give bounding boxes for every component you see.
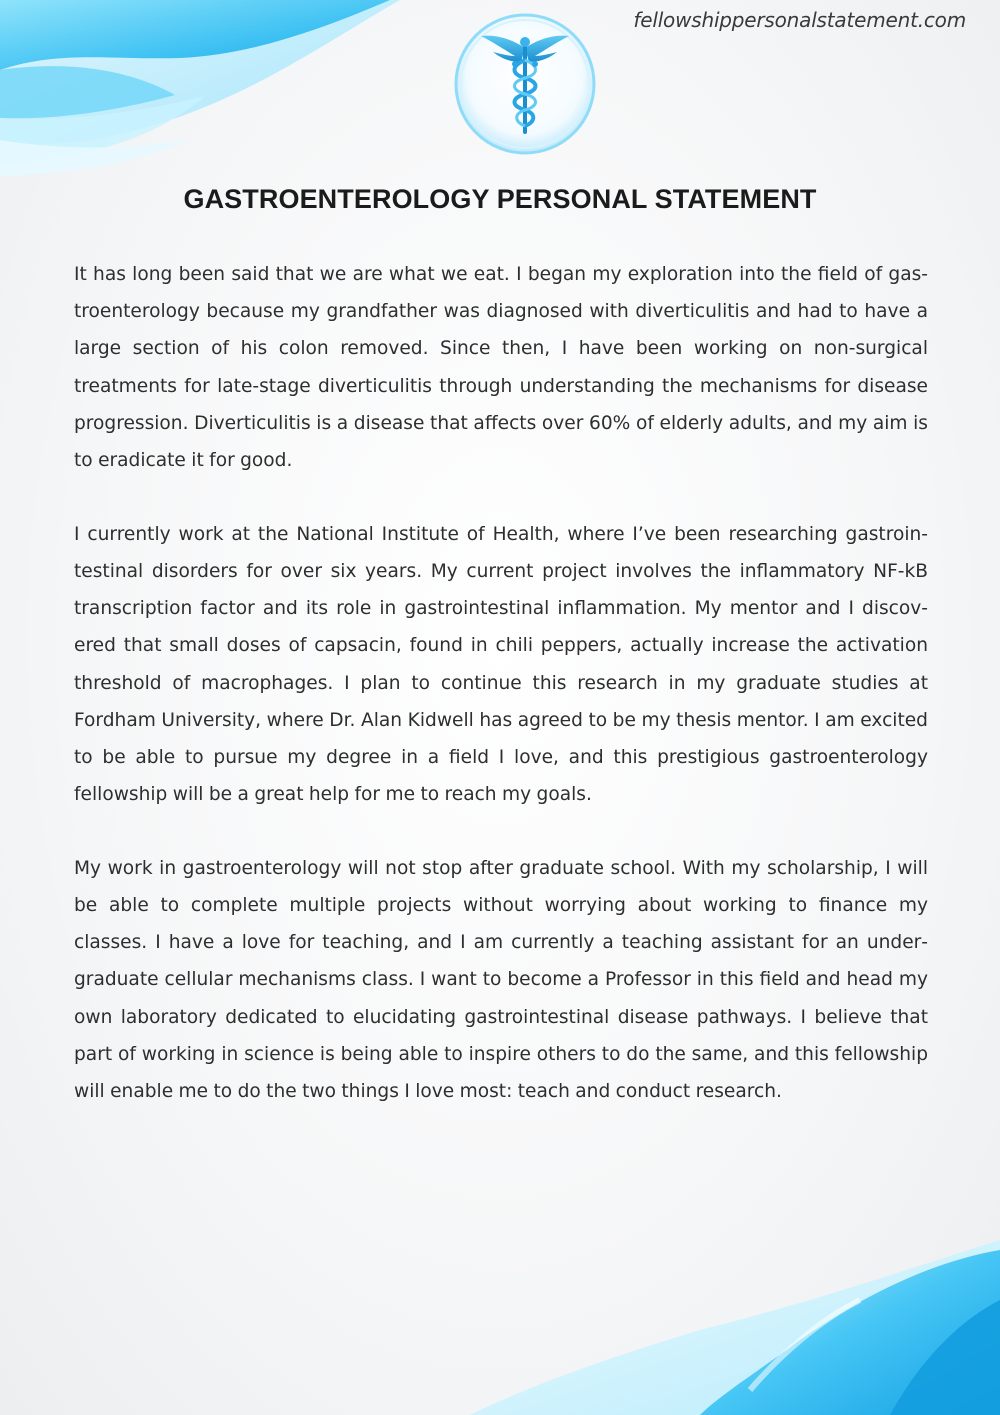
top-left-wave (0, 0, 400, 176)
statement-body (74, 256, 928, 1147)
paragraph: I currently work at the National Institute of Health, where I’ve been researching gastrointestinal disorders for over six years. My current project involves the inflammatory NF-kB transcription factor and its role in gastrointestinal inflammation. My mentor and I discovered that small doses of capsacin, found in chili peppers, actually increase the activation threshold of macrophages. I plan to continue this research in my graduate studies at Fordham University, where Dr. Alan Kidwell has agreed to be my thesis mentor. I am excited to be able to pursue my degree in a field I love, and this prestigious gastroenterology fellowship will be a great help for me to reach my goals. (74, 523, 928, 806)
paragraph: It has long been said that we are what we eat. I began my exploration into the field of gastroenterology because my grandfather was diagnosed with diverticulitis and had to have a large section of his colon removed. Since then, I have been working on non-surgical treatments for late-stage diverticulitis through understanding the mechanisms for disease progression. Diverticulitis is a disease that affects over 60% of elderly adults, and my aim is to eradicate it for good. (74, 264, 928, 472)
paragraph: My work in gastroenterology will not stop after graduate school. With my scholarship, I will be able to complete multiple projects without worrying about working to finance my classes. I have a love for teaching, and I am currently a teaching assistant for an undergraduate cellular mechanisms class. I want to become a Professor in this field and head my own laboratory dedicated to elucidating gastrointestinal disease pathways. I believe that part of working in science is being able to inspire others to do the same, and this fellowship will enable me to do the two things I love most: teach and conduct research. (74, 857, 928, 1103)
site-url: fellowshippersonalstatement.com (633, 8, 966, 32)
bottom-right-wave (470, 1240, 1000, 1415)
caduceus-icon (453, 12, 597, 156)
document-title: GASTROENTEROLOGY PERSONAL STATEMENT (183, 184, 817, 214)
